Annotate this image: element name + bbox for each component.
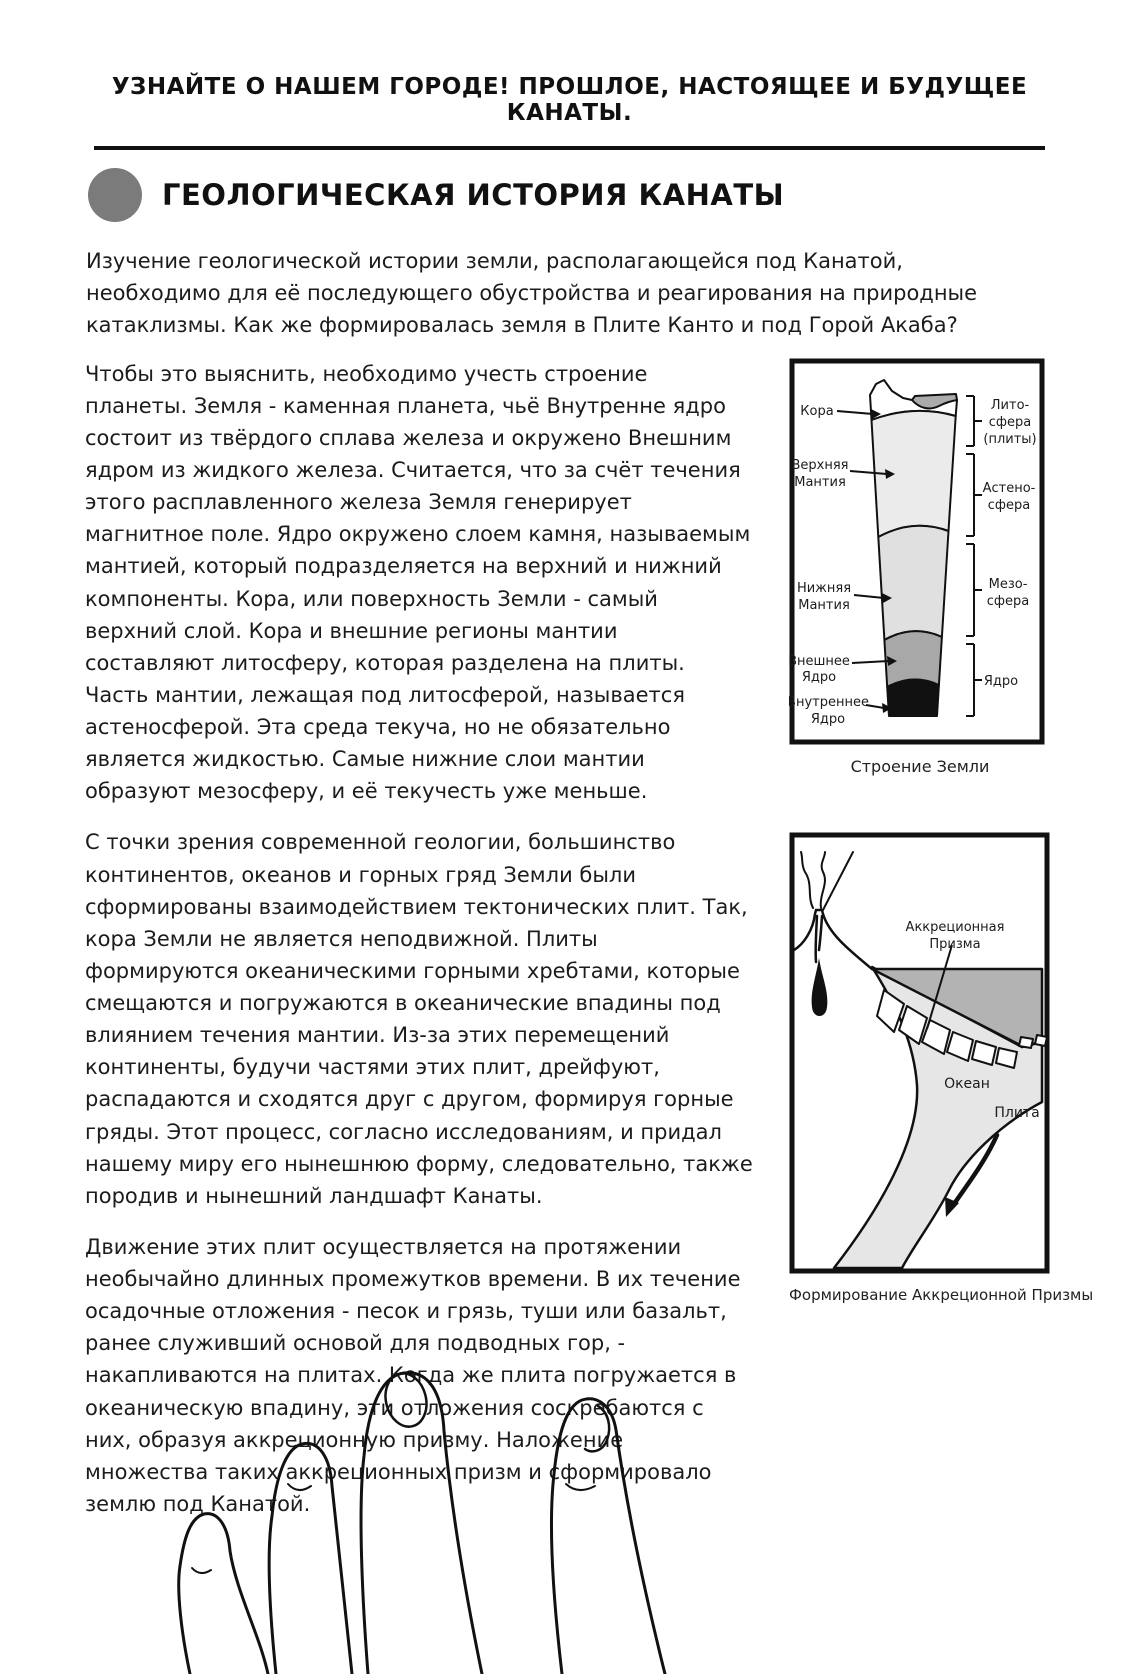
prism-label-1: Аккреционная [905, 919, 1005, 935]
paragraph-accretionary-prism: Движение этих плит осуществляется на протяжении необычайно длинных промежутков времени. В их течение осадочные отложения - песок и грязь, туши или базальт, ранее служивший основой для подводных гор, - накапливаются на плитах. Когда же плита погружается в океаническую впадину, эти отложения соскребаются с них, образуя аккреционную призму. Наложение множества таких аккреционных призм и сформировало землю под Канатой. [85, 1234, 741, 1516]
page-header: УЗНАЙТЕ О НАШЕМ ГОРОДЕ! ПРОШЛОЕ, НАСТОЯЩЕЕ И БУДУЩЕЕ КАНАТЫ. [111, 74, 1028, 126]
upper-mantle-label-1: Верхняя [791, 457, 849, 473]
section-header [88, 168, 1139, 222]
mesosphere-label-2: сфера [986, 593, 1030, 609]
inner-core-label-1: Внутреннее [789, 694, 869, 710]
lithosphere-label-1: Лито- [990, 397, 1030, 413]
earth-diagram-caption: Строение Земли [850, 756, 990, 776]
lower-mantle-label-2: Мантия [798, 597, 850, 613]
inner-core-layer [887, 679, 939, 716]
asthenosphere-label-2: сфера [987, 497, 1031, 513]
intro-paragraph: Изучение геологической истории земли, располагающейся под Канатой, необходимо для её последующего обустройства и реагирования на природные катаклизмы. Как же формировалась земля в Плите Канто и под Горой Акаба? [86, 249, 978, 337]
lithosphere-label-2: сфера [988, 414, 1032, 430]
accretionary-prism-diagram [789, 832, 1094, 1304]
outer-core-label-1: Внешнее [789, 653, 850, 669]
outer-core-label-2: Ядро [801, 669, 837, 685]
core-label: Ядро [983, 673, 1019, 689]
crust-label: Кора [800, 403, 834, 419]
earth-structure-diagram [789, 358, 1051, 776]
accretionary-prism-svg [789, 832, 1050, 1274]
lower-mantle-layer [878, 525, 948, 639]
section-bullet-circle [88, 168, 142, 222]
header-divider [94, 146, 1045, 150]
ocean-label: Океан [944, 1075, 990, 1092]
hand-illustration [100, 1356, 710, 1674]
plate-label: Плита [994, 1104, 1040, 1121]
lithosphere-label-3: (плиты) [983, 431, 1037, 447]
paragraph-plate-tectonics: С точки зрения современной геологии, большинство континентов, океанов и горных гряд Земли были сформированы взаимодействием тектонических плит. Так, кора Земли не является неподвижной. Плиты формируются океаническими горными хребтами, которые смещаются и погружаются в океанические впадины под влиянием течения мантии. Из-за этих перемещений континенты, будучи частями этих плит, дрейфуют, распадаются и сходятся друг с другом, формируя горные гряды. Этот процесс, согласно исследованиям, и придал нашему миру его нынешнюю форму, следовательно, также породив и нынешний ландшафт Канаты. [85, 830, 753, 1208]
asthenosphere-label-1: Астено- [982, 480, 1036, 496]
earth-structure-svg [789, 358, 1045, 745]
inner-core-label-2: Ядро [810, 711, 846, 727]
prism-diagram-caption: Формирование Аккреционной Призмы [789, 1285, 1094, 1304]
section-title: ГЕОЛОГИЧЕСКАЯ ИСТОРИЯ КАНАТЫ [162, 178, 785, 212]
hand-fingers [179, 1369, 665, 1674]
mesosphere-label-1: Мезо- [988, 576, 1028, 592]
paragraph-planet-structure: Чтобы это выяснить, необходимо учесть строение планеты. Земля - каменная планета, чьё Внутренне ядро состоит из твёрдого сплава железа и окружено Внешним ядром из жидкого железа. Считается, что за счёт течения этого расплавленного железа Земля генерирует магнитное поле. Ядро окружено слоем камня, называемым мантией, который подразделяется на верхний и нижний компоненты. Кора, или поверхность Земли - самый верхний слой. Кора и внешние регионы мантии составляют литосферу, которая разделена на плиты. Часть мантии, лежащая под литосферой, называется астеносферой. Эта среда текуча, но не обязательно является жидкостью. Самые нижние слои мантии образуют мезосферу, и её текучесть уже меньше. [85, 361, 751, 804]
lower-mantle-label-1: Нижняя [796, 580, 852, 596]
prism-label-2: Призма [929, 936, 981, 952]
upper-mantle-label-2: Мантия [794, 474, 846, 490]
diagram-column [789, 358, 1094, 1304]
